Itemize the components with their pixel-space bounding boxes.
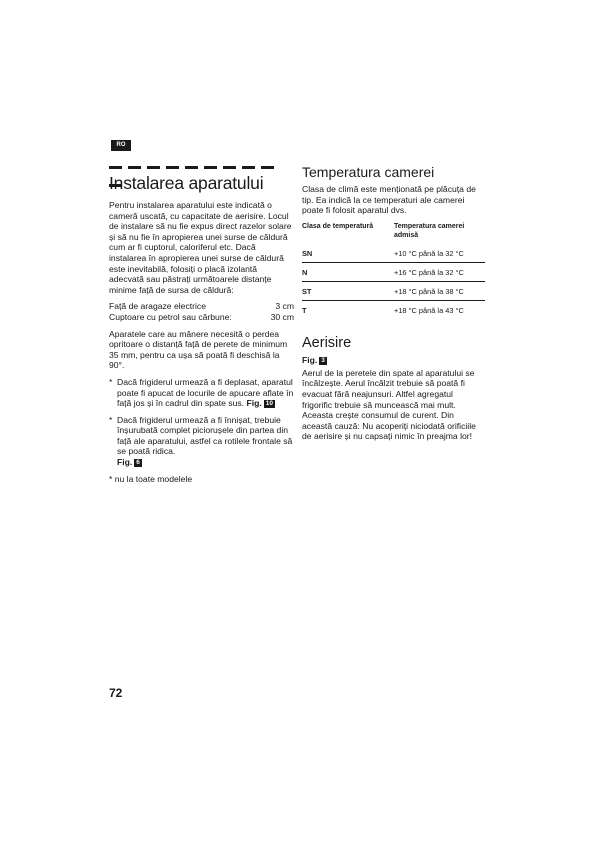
figure-reference: Fig. [246, 398, 262, 409]
distance-value: 30 cm [270, 311, 294, 322]
installation-intro: Pentru instalarea aparatului este indicată o cameră uscată, cu capacitate de aerisire. Locul de instalare să nu fie expus direct razelor solare și să nu fie în apropierea unei surse de căldură cum ar fi cuptorul, caloriferul etc. Dacă instalarea în apropierea unei surse de căldură este inevitabilă, folosiți o placă izolantă adecvată sau păstrați următoarele distanțe minime față de sursa de căldură: [109, 200, 292, 295]
installation-title: Instalarea aparatului [109, 173, 264, 193]
temperature-range-cell: +16 °C până la 32 °C [394, 262, 485, 281]
bullet-item [109, 377, 294, 409]
distance-label: Față de aragaze electrice [109, 301, 206, 312]
bullet-text: Dacă frigiderul urmează a fi înnișat, trebuie înșurubată complet piciorușele din partea din față ale aparatului, astfel ca rotilele frontale să se poată ridica. [117, 414, 293, 457]
table-row [302, 300, 485, 319]
right-column [302, 164, 484, 442]
temperature-range-cell: +18 °C până la 38 °C [394, 281, 485, 300]
climate-class-cell: N [302, 262, 394, 281]
room-temperature-title: Temperatura camerei [302, 164, 435, 180]
table-row [302, 244, 485, 263]
ventilation-title: Aerisire [302, 334, 352, 351]
table-row [302, 262, 485, 281]
ventilation-text: Aerul de la peretele din spate al aparatului se încălzește. Aerul încălzit trebuie să poată fi evacuat fără neajunsuri. Altfel agregatul frigorific trebuie să muncească mai mult. Aceasta crește consumul de curent. Din această cauză: Nu acoperiți niciodată orificiile de aerisire și nu capsați nimic în preajma lor! [302, 367, 476, 442]
bullet-item [109, 415, 294, 468]
bullet-star: * [109, 414, 113, 425]
left-column [109, 173, 294, 484]
page-number: 72 [109, 686, 123, 700]
temperature-range-cell: +18 °C până la 43 °C [394, 300, 485, 319]
figure-number-badge: 10 [265, 399, 273, 407]
climate-class-cell: ST [302, 281, 394, 300]
section-divider [109, 166, 295, 169]
distance-value: 3 cm [275, 301, 294, 312]
figure-number-badge: 3 [321, 356, 325, 364]
climate-class-cell: T [302, 300, 394, 319]
distance-row [109, 301, 294, 312]
climate-class-cell: SN [302, 248, 313, 258]
table-header-row [302, 222, 485, 244]
figure-reference: Fig. [302, 354, 318, 365]
footnote: * nu la toate modelele [109, 473, 193, 484]
climate-class-table [302, 222, 485, 319]
distance-list [109, 301, 294, 322]
figure-reference-line [302, 355, 484, 365]
room-temperature-intro: Clasa de climă este menționată pe plăcuța de tip. Ea indică la ce temperaturi ale camerei poate fi folosit aparatul dvs. [302, 184, 476, 216]
bullet-star: * [109, 376, 113, 387]
temperature-range-cell: +10 °C până la 32 °C [394, 248, 464, 258]
distance-row [109, 312, 294, 323]
language-badge: RO [111, 140, 131, 151]
wall-distance-note: Aparatele care au mânere necesită o perdea opritoare o distanță față de perete de minimum 35 mm, pentru ca ușa să poată fi deschisă la 90°. [109, 328, 288, 371]
column-header: Clasa de temperatură [302, 222, 374, 230]
bullet-text: Dacă frigiderul urmează a fi deplasat, aparatul poate fi apucat de locurile de apucare aflate în față jos și în cadrul din spate sus. [117, 376, 294, 409]
figure-number-badge: 6 [136, 458, 140, 466]
figure-reference: Fig. [117, 457, 133, 468]
table-row [302, 281, 485, 300]
distance-label: Cuptoare cu petrol sau cărbune: [109, 311, 232, 322]
column-header: Temperatura camerei admisă [394, 222, 465, 239]
